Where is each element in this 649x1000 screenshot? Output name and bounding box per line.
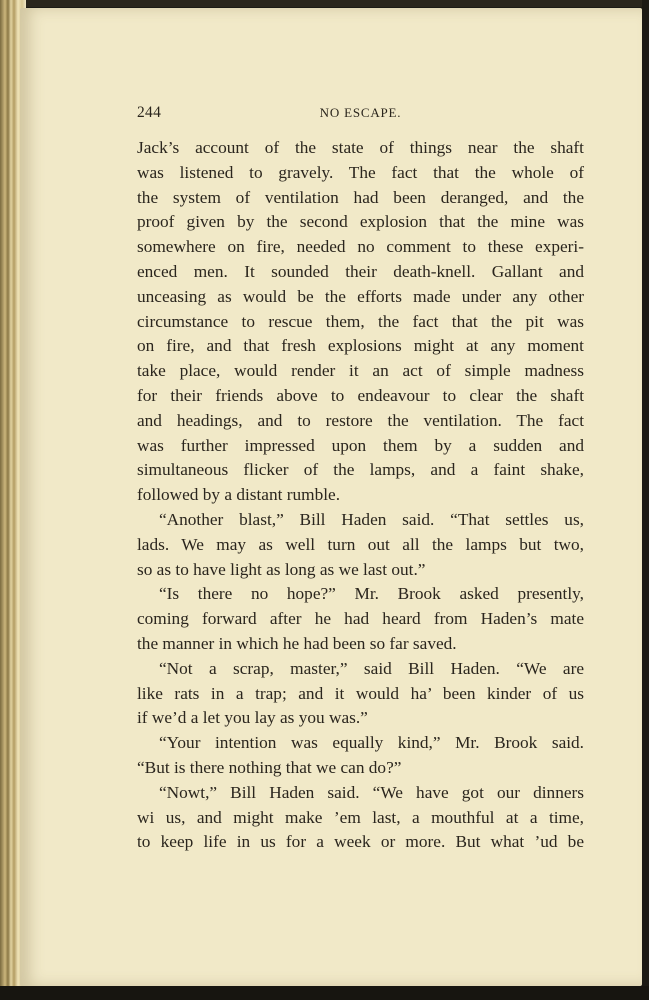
- text-line: followed by a distant rumble.: [137, 485, 341, 505]
- text-line: and headings, and to restore the ventilation. The fact: [137, 410, 584, 430]
- text-line: wi us, and might make ’em last, a mouthful at a time,: [137, 807, 584, 827]
- text-line: was further impressed upon them by a sudden and: [137, 435, 584, 455]
- text-line: “Your intention was equally kind,” Mr. Brook said.: [159, 733, 584, 753]
- text-line: lads. We may as well turn out all the lamps but two,: [137, 534, 584, 554]
- page-number: 244: [137, 104, 162, 121]
- text-line: if we’d a let you lay as you was.”: [137, 708, 368, 728]
- page-header: [137, 104, 584, 124]
- running-head: NO ESCAPE.: [319, 105, 402, 120]
- text-line: take place, would render it an act of simple madness: [137, 361, 584, 381]
- text-line: unceasing as would be the efforts made under any other: [137, 286, 584, 306]
- text-line: the system of ventilation had been deranged, and the: [137, 187, 584, 207]
- text-line: so as to have light as long as we last out.”: [137, 559, 426, 579]
- scan-bottom-edge: [0, 986, 649, 1000]
- text-line: enced men. It sounded their death-knell. Gallant and: [137, 261, 584, 281]
- text-line: “Is there no hope?” Mr. Brook asked presently,: [159, 584, 584, 604]
- text-line: “Not a scrap, master,” said Bill Haden. “We are: [159, 658, 584, 678]
- text-line: coming forward after he had heard from Haden’s mate: [137, 609, 584, 629]
- text-line: “Nowt,” Bill Haden said. “We have got our dinners: [159, 782, 584, 802]
- text-line: somewhere on fire, needed no comment to these experi-: [137, 237, 584, 257]
- scan-right-edge: [642, 0, 649, 1000]
- text-line: “But is there nothing that we can do?”: [137, 757, 402, 777]
- text-line: proof given by the second explosion that the mine was: [137, 212, 584, 232]
- text-line: Jack’s account of the state of things near the shaft: [137, 138, 584, 157]
- text-line: for their friends above to endeavour to clear the shaft: [137, 385, 584, 405]
- text-line: was listened to gravely. The fact that the whole of: [137, 162, 584, 182]
- text-line: to keep life in us for a week or more. But what ’ud be: [137, 832, 584, 852]
- text-line: “Another blast,” Bill Haden said. “That settles us,: [159, 509, 584, 529]
- scan-top-edge: [0, 0, 649, 7]
- text-line: circumstance to rescue them, the fact that the pit was: [137, 311, 584, 331]
- body-text: [137, 136, 584, 855]
- text-line: simultaneous flicker of the lamps, and a faint shake,: [137, 460, 584, 480]
- text-line: the manner in which he had been so far saved.: [137, 633, 457, 653]
- text-line: on fire, and that fresh explosions might at any moment: [137, 336, 584, 356]
- text-line: like rats in a trap; and it would ha’ been kinder of us: [137, 683, 584, 703]
